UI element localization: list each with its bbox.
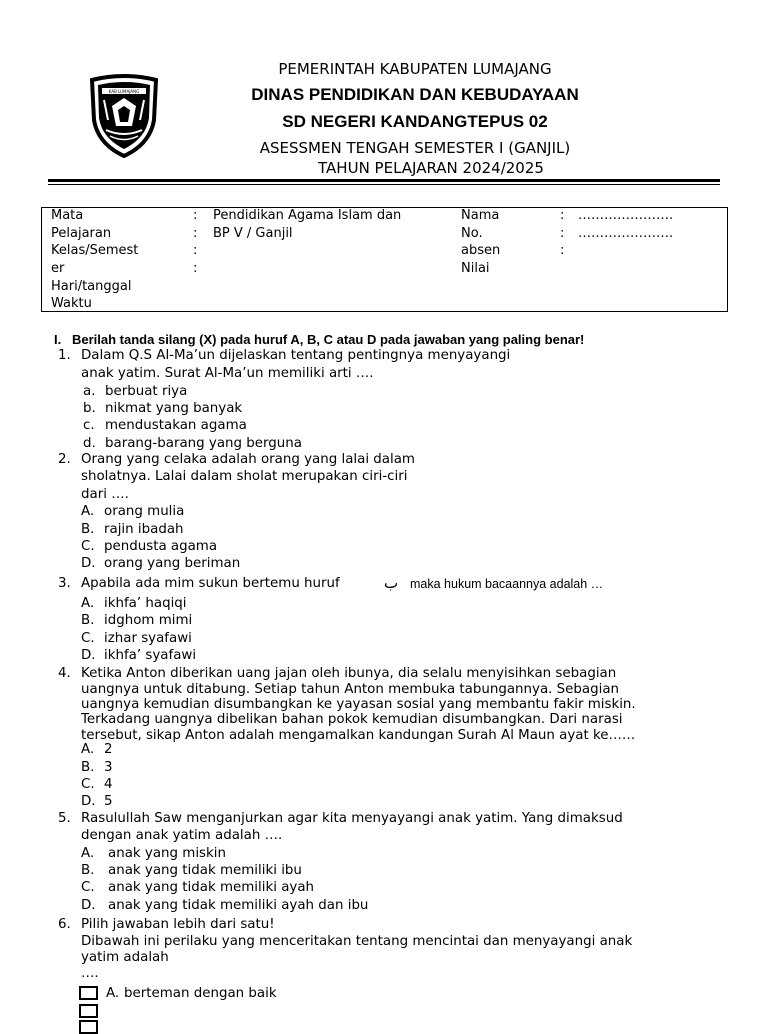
question-text: Rasulullah Saw menganjurkan agar kita menyayangi anak yatim. Yang dimaksud [81,811,623,826]
option-letter: B. [81,613,95,628]
option-letter: C. [81,539,95,554]
option-text: 5 [104,794,113,809]
option-text: izhar syafawi [104,631,192,646]
option-letter: b. [83,401,96,416]
section-marker: I. [54,332,62,347]
answer-checkbox[interactable] [79,1004,98,1018]
option-text: 3 [104,760,113,775]
option-text: 4 [104,777,113,792]
answer-checkbox[interactable] [79,1020,98,1034]
option-text: barang-barang yang berguna [105,436,302,451]
option-text: pendusta agama [104,539,218,554]
option-text: anak yang miskin [108,846,226,861]
option-letter: A. [81,742,95,757]
question-text: yatim adalah [81,950,169,965]
label-nama: Nama [461,208,500,223]
question-text: Apabila ada mim sukun bertemu huruf [81,576,340,591]
question-text: Dalam Q.S Al-Ma’un dijelaskan tentang pentingnya menyayangi [81,348,511,363]
question-number: 3. [58,576,71,591]
colon-nama: : [560,208,565,223]
label-waktu: Waktu [51,296,92,311]
student-info-box [41,207,728,312]
colon-nilai: : [560,243,565,258]
option-letter: A. [81,504,95,519]
question-text: uangnya kemudian disumbangkan ke yayasan sosial yang membantu fakir miskin. [81,697,636,712]
header-department: DINAS PENDIDIKAN DAN KEBUDAYAAN [251,85,579,104]
option-letter: B. [81,863,95,878]
option-letter: c. [83,418,95,433]
header-academic-year: TAHUN PELAJARAN 2024/2025 [318,159,544,177]
option-text: anak yang tidak memiliki ayah [108,880,315,895]
option-letter: C. [81,880,95,895]
option-letter: D. [81,794,96,809]
nama-blank: …………………. [578,208,674,223]
option-text: nikmat yang banyak [105,401,243,416]
option-text: 2 [104,742,113,757]
option-letter: C. [81,631,95,646]
absen-blank: …………………. [578,226,674,241]
option-letter: A. [81,846,95,861]
header-government: PEMERINTAH KABUPATEN LUMAJANG [278,60,552,78]
lumajang-crest-logo [88,74,160,158]
question-text: sholatnya. Lalai dalam sholat merupakan ciri-ciri [81,469,408,484]
header-rule-thin [48,184,720,185]
option-text: anak yang tidak memiliki ibu [108,863,302,878]
question-text: Dibawah ini perilaku yang menceritakan tentang mencintai dan menyayangi anak [81,934,633,949]
label-pelajaran: Pelajaran [51,226,112,241]
question-text: dengan anak yatim adalah …. [81,828,283,843]
arabic-letter-ba: ب [384,574,399,592]
question-text: Ketika Anton diberikan uang jajan oleh ibunya, dia selalu menyisihkan sebagian [81,666,617,681]
question-number: 4. [58,666,71,681]
option-letter: D. [81,556,96,571]
option-letter: A. [106,986,120,1001]
question-text: uangnya untuk ditabung. Setiap tahun Anton membuka tabungannya. Sebagian [81,682,620,697]
subject-value: Pendidikan Agama Islam dan [213,208,402,223]
option-letter: B. [81,522,95,537]
question-text: Terkadang uangnya dibelikan bahan pokok kemudian disumbangkan. Dari narasi [81,712,623,727]
option-text: rajin ibadah [104,522,184,537]
option-letter: a. [83,384,96,399]
option-letter: D. [81,898,96,913]
label-hari-tanggal: Hari/tanggal [51,279,132,294]
colon-mata: : [193,208,198,223]
question-text: anak yatim. Surat Al-Ma’un memiliki arti …. [81,366,374,381]
label-absen: absen [461,243,501,258]
question-text: tersebut, sikap Anton adalah mengamalkan kandungan Surah Al Maun ayat ke…… [81,728,636,743]
question-number: 6. [58,917,71,932]
question-number: 2. [58,452,71,467]
header-exam-title: ASESSMEN TENGAH SEMESTER I (GANJIL) [259,139,571,157]
colon-kelas: : [193,243,198,258]
label-no: No. [461,226,483,241]
colon-pelajaran: : [193,226,198,241]
option-text: orang yang beriman [104,556,241,571]
header-rule-thick [48,179,720,182]
option-text: ikhfa’ haqiqi [104,596,187,611]
svg-text:KAB LUMAJANG: KAB LUMAJANG [108,89,140,94]
label-nilai: Nilai [461,261,490,276]
answer-checkbox[interactable] [79,986,98,1000]
question-text: Pilih jawaban lebih dari satu! [81,917,275,932]
question-number: 1. [58,348,71,363]
class-semester-value: BP V / Ganjil [213,226,293,241]
option-letter: A. [81,596,95,611]
label-kelas: Kelas/Semest [51,243,139,258]
question-text: …. [81,966,99,981]
option-text: mendustakan agama [105,418,247,433]
question-text: Orang yang celaka adalah orang yang lalai dalam [81,452,415,467]
option-text: berbuat riya [105,384,188,399]
label-kelas-cont: er [51,261,65,276]
header-school: SD NEGERI KANDANGTEPUS 02 [282,112,548,131]
colon-hari: : [193,261,198,276]
option-text: ikhfa’ syafawi [104,648,197,663]
option-text: orang mulia [104,504,185,519]
label-mata: Mata [51,208,84,223]
question-text: maka hukum bacaannya adalah … [410,577,604,591]
option-letter: d. [83,436,96,451]
question-text: dari …. [81,487,129,502]
instruction-text: Berilah tanda silang (X) pada huruf A, B, C atau D pada jawaban yang paling benar! [72,332,585,347]
option-letter: C. [81,777,95,792]
colon-no: : [560,226,565,241]
option-text: idghom mimi [104,613,193,628]
option-text: anak yang tidak memiliki ayah dan ibu [108,898,369,913]
question-number: 5. [58,811,71,826]
option-letter: B. [81,760,95,775]
option-text: berteman dengan baik [124,986,277,1001]
option-letter: D. [81,648,96,663]
